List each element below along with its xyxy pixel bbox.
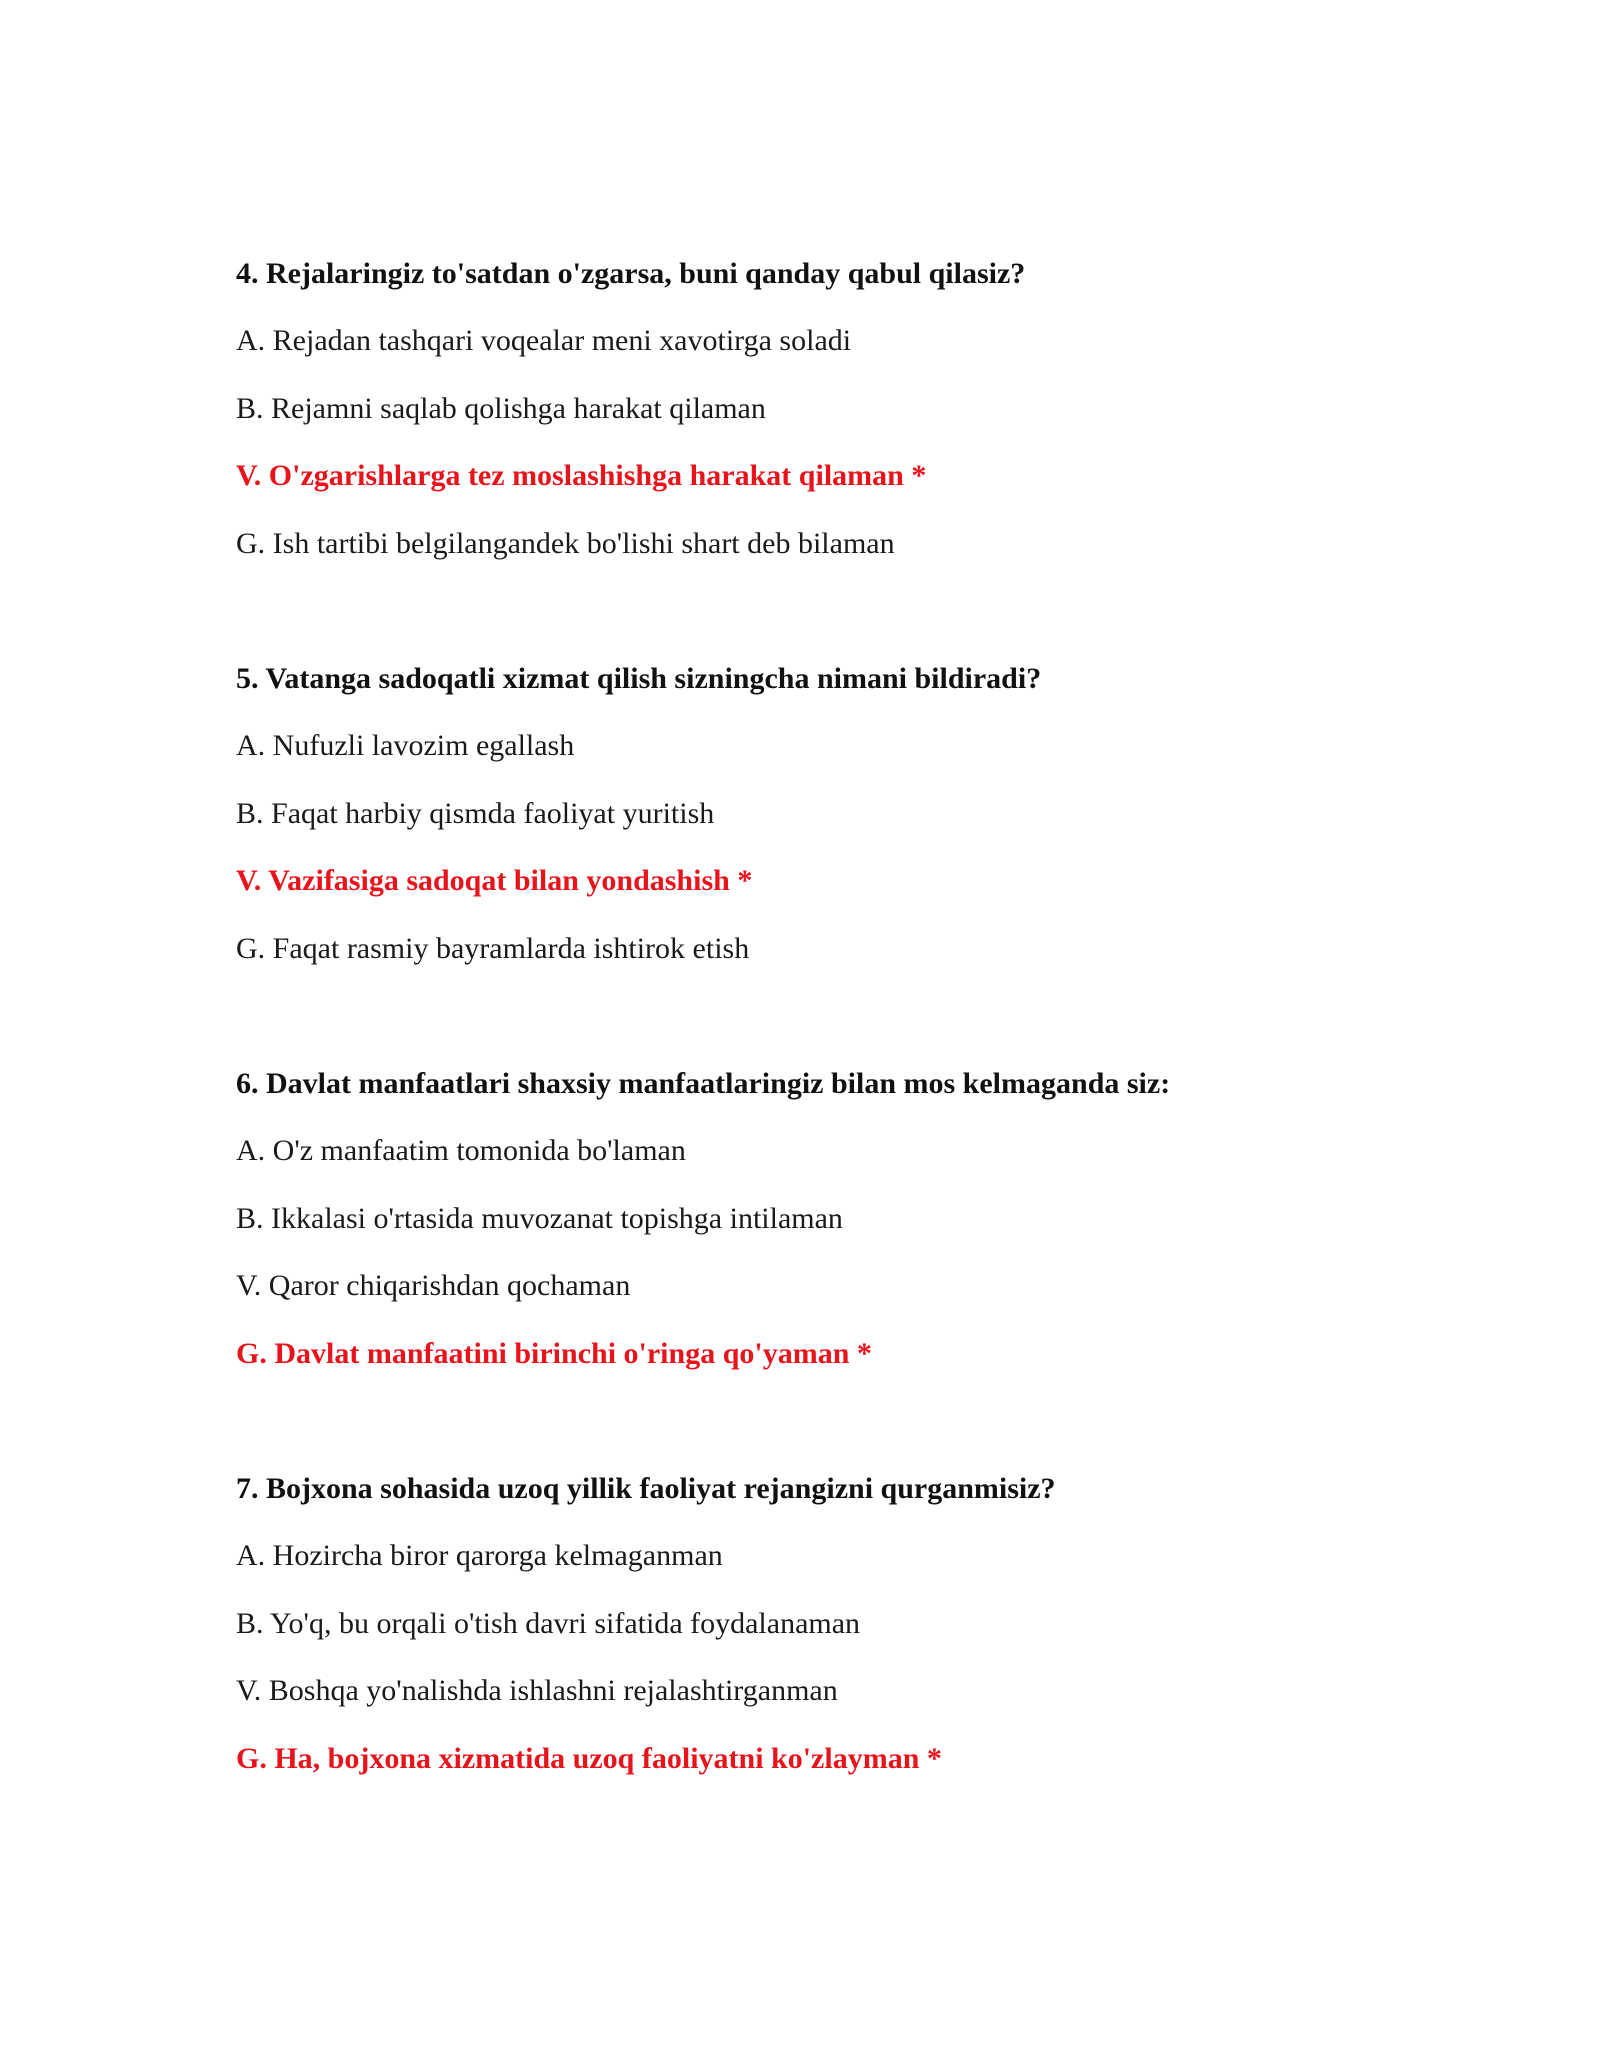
question-4-option-a: A. Rejadan tashqari voqealar meni xavotirga soladi [236,324,852,357]
question-5-option-v-correct: V. Vazifasiga sadoqat bilan yondashish * [236,864,753,897]
question-7: 7. Bojxona sohasida uzoq yillik faoliyat rejangizni qurganmisiz? [236,1472,1056,1505]
question-5-option-g: G. Faqat rasmiy bayramlarda ishtirok etish [236,932,750,965]
question-6-option-b: B. Ikkalasi o'rtasida muvozanat topishga intilaman [236,1202,843,1235]
question-6-option-a: A. O'z manfaatim tomonida bo'laman [236,1134,686,1167]
question-6-option-g-correct: G. Davlat manfaatini birinchi o'ringa qo'yaman * [236,1337,872,1370]
question-5-option-a: A. Nufuzli lavozim egallash [236,729,575,762]
question-7-option-v: V. Boshqa yo'nalishda ishlashni rejalashtirganman [236,1674,838,1707]
question-4: 4. Rejalaringiz to'satdan o'zgarsa, buni qanday qabul qilasiz? [236,257,1026,290]
question-6-option-v: V. Qaror chiqarishdan qochaman [236,1269,631,1302]
question-5-option-b: B. Faqat harbiy qismda faoliyat yuritish [236,797,715,830]
question-4-option-g: G. Ish tartibi belgilangandek bo'lishi shart deb bilaman [236,527,895,560]
question-5: 5. Vatanga sadoqatli xizmat qilish sizningcha nimani bildiradi? [236,662,1042,695]
question-6: 6. Davlat manfaatlari shaxsiy manfaatlaringiz bilan mos kelmaganda siz: [236,1067,1171,1100]
question-4-option-b: B. Rejamni saqlab qolishga harakat qilaman [236,392,766,425]
question-7-option-g-correct: G. Ha, bojxona xizmatida uzoq faoliyatni ko'zlayman * [236,1742,942,1775]
question-7-option-b: B. Yo'q, bu orqali o'tish davri sifatida foydalanaman [236,1607,861,1640]
question-4-option-v-correct: V. O'zgarishlarga tez moslashishga harakat qilaman * [236,459,927,492]
question-7-option-a: A. Hozircha biror qarorga kelmaganman [236,1539,723,1572]
